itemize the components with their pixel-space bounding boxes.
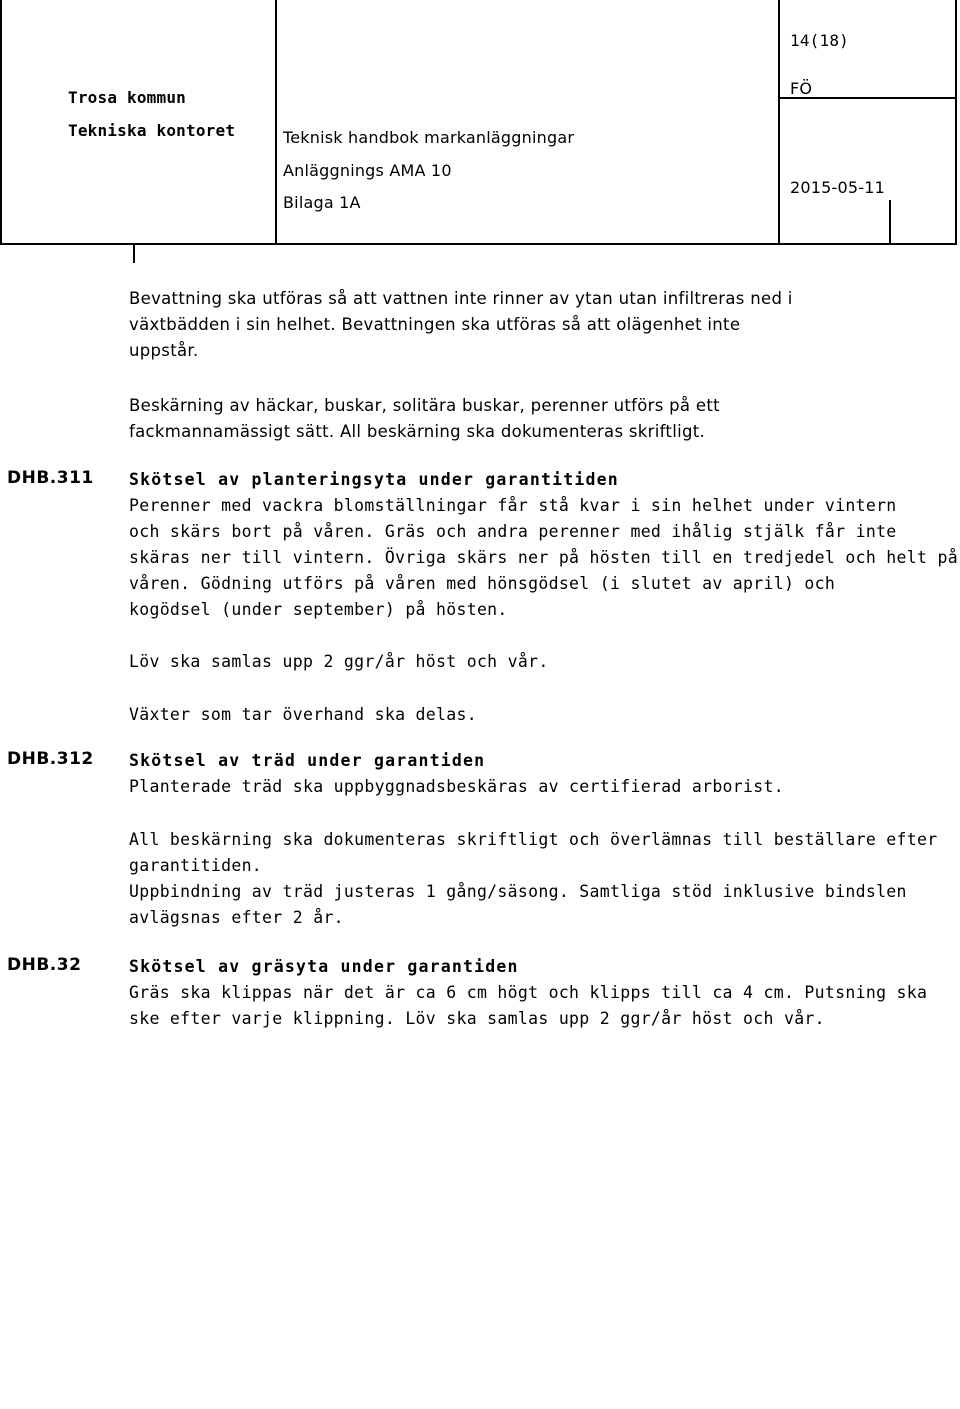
- ama-reference: Anläggnings AMA 10: [283, 161, 452, 180]
- section-dhb311: [129, 467, 958, 623]
- page-number: 14(18): [790, 31, 849, 50]
- text-line: Bevattning ska utföras så att vattnen inte rinner av ytan utan infiltreras ned i: [129, 289, 793, 308]
- section-code-dhb32: DHB.32: [7, 955, 82, 975]
- department-name: Tekniska kontoret: [68, 121, 236, 140]
- document-code: FÖ: [790, 79, 813, 98]
- document-date: 2015-05-11: [790, 178, 885, 197]
- section-dhb32: [129, 954, 927, 1032]
- text-line: garantitiden.: [129, 856, 263, 875]
- section-code-dhb312: DHB.312: [7, 749, 94, 769]
- plant-division-note: Växter som tar överhand ska delas.: [129, 705, 477, 724]
- intro-paragraph-1: [129, 286, 793, 364]
- text-line: avlägsnas efter 2 år.: [129, 908, 344, 927]
- text-line: kogödsel (under september) på hösten.: [129, 600, 508, 619]
- section-heading: Skötsel av gräsyta under garantiden: [129, 957, 519, 976]
- text-line: Planterade träd ska uppbyggnadsbeskäras av certifierad arborist.: [129, 777, 784, 796]
- section-code-dhb311: DHB.311: [7, 468, 94, 488]
- header-divider-1: [275, 0, 277, 245]
- text-line: våren. Gödning utförs på våren med hönsgödsel (i slutet av april) och: [129, 574, 836, 593]
- text-line: ske efter varje klippning. Löv ska samlas upp 2 ggr/år höst och vår.: [129, 1009, 825, 1028]
- organization-name: Trosa kommun: [68, 88, 186, 107]
- section-heading: Skötsel av planteringsyta under garantitiden: [129, 470, 619, 489]
- text-line: fackmannamässigt sätt. All beskärning ska dokumenteras skriftligt.: [129, 422, 706, 441]
- header-right-border: [955, 0, 957, 245]
- handbook-title: Teknisk handbok markanläggningar: [283, 128, 575, 147]
- header-left-border: [0, 0, 2, 245]
- text-line: All beskärning ska dokumenteras skriftligt och överlämnas till beställare efter: [129, 830, 938, 849]
- text-line: Beskärning av häckar, buskar, solitära buskar, perenner utförs på ett: [129, 396, 720, 415]
- header-date-tick: [889, 200, 891, 245]
- text-line: växtbädden i sin helhet. Bevattningen ska utföras så att olägenhet inte: [129, 315, 741, 334]
- header-bottom-border: [0, 243, 957, 245]
- text-line: Gräs ska klippas när det är ca 6 cm högt och klipps till ca 4 cm. Putsning ska: [129, 983, 928, 1002]
- section-dhb312: [129, 748, 784, 800]
- text-line: Perenner med vackra blomställningar får stå kvar i sin helhet under vintern: [129, 496, 897, 515]
- text-line: och skärs bort på våren. Gräs och andra perenner med ihålig stjälk får inte: [129, 522, 897, 541]
- intro-paragraph-2: [129, 393, 720, 445]
- text-line: uppstår.: [129, 341, 199, 360]
- header-divider-2: [778, 0, 780, 245]
- text-line: Uppbindning av träd justeras 1 gång/säsong. Samtliga stöd inklusive bindslen: [129, 882, 907, 901]
- margin-tick: [133, 245, 135, 263]
- text-line: skäras ner till vintern. Övriga skärs ner på hösten till en tredjedel och helt på: [129, 548, 958, 567]
- section-dhb312-continued: [129, 827, 937, 931]
- leaf-collection-note: Löv ska samlas upp 2 ggr/år höst och vår.: [129, 652, 549, 671]
- attachment-label: Bilaga 1A: [283, 193, 361, 212]
- section-heading: Skötsel av träd under garantiden: [129, 751, 486, 770]
